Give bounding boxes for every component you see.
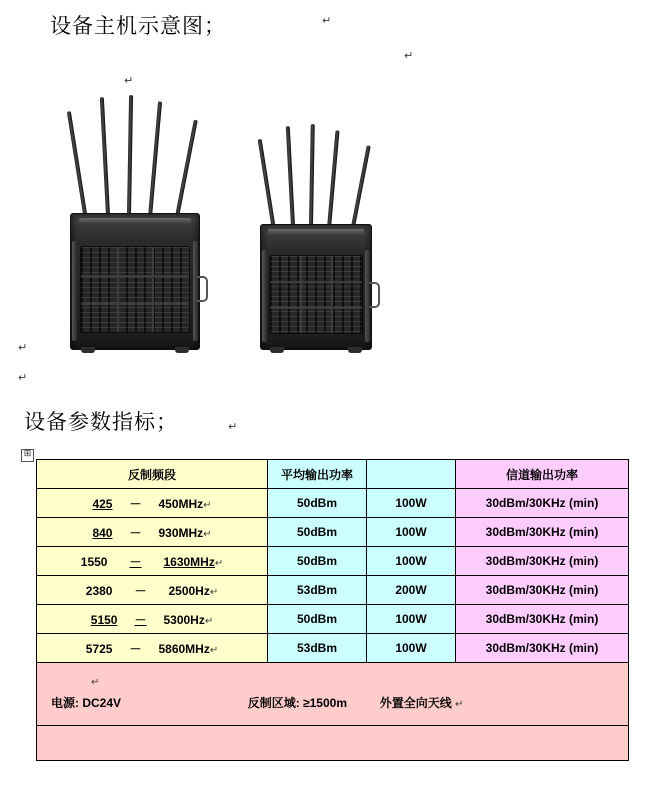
cell-average-power: 50dBm (268, 489, 367, 518)
cell-peak-power: 200W (367, 576, 456, 605)
cell-band-to: 450MHz (158, 496, 204, 511)
table-row (37, 518, 629, 547)
device-foot (175, 347, 189, 353)
cell-band-range (37, 605, 268, 634)
pilcrow-mark: ↵ (228, 420, 238, 433)
cell-band-to: 5860MHz (158, 641, 210, 656)
antenna-icon (67, 111, 88, 220)
table-footer-row (37, 663, 629, 726)
device-host-diagram (60, 95, 440, 350)
pilcrow-mark: ↵ (404, 49, 414, 62)
pilcrow-mark: ↵ (18, 371, 28, 384)
table-row (37, 605, 629, 634)
antenna-icon (100, 97, 110, 215)
antenna-icon (148, 101, 162, 217)
device-grille (269, 255, 364, 334)
cell-band-from: 5725 (85, 641, 113, 656)
antenna-icon (286, 126, 295, 226)
pilcrow-mark: ↵ (209, 644, 219, 656)
cell-average-power: 50dBm (268, 547, 367, 576)
cell-average-power: 50dBm (268, 518, 367, 547)
antenna-icon (309, 124, 315, 226)
device-handle (369, 282, 380, 308)
jammer-unit-small (260, 125, 372, 350)
column-header-average-power: 平均输出功率 (268, 460, 367, 489)
device-foot (81, 347, 95, 353)
table-row (37, 489, 629, 518)
cell-average-power: 53dBm (268, 576, 367, 605)
cell-band-range (37, 576, 268, 605)
device-side-rail (262, 250, 267, 342)
cell-band-separator: － (129, 496, 142, 511)
table-row (37, 547, 629, 576)
cell-channel-power: 30dBm/30KHz (min) (456, 518, 629, 547)
antenna-icon (174, 120, 198, 223)
table-header-row (37, 460, 629, 489)
device-foot (348, 347, 362, 353)
cell-band-from: 5150 (90, 612, 118, 627)
device-grille (80, 246, 190, 332)
jammer-unit-large (70, 110, 200, 350)
footer-power-label: 电源: DC24V (51, 696, 122, 710)
footer-area-label: 反制区域: ≥1500m (247, 696, 347, 710)
footer-antenna-label: 外置全向天线 (379, 696, 452, 710)
antenna-icon (127, 95, 133, 215)
cell-band-from: 840 (92, 525, 113, 540)
pilcrow-mark: ↵ (124, 74, 134, 87)
column-header-band: 反制频段 (37, 460, 268, 489)
device-top-strip (79, 218, 192, 225)
pilcrow-mark: ↵ (18, 341, 28, 354)
cell-channel-power: 30dBm/30KHz (min) (456, 576, 629, 605)
pilcrow-mark: ↵ (209, 586, 219, 598)
cell-channel-power: 30dBm/30KHz (min) (456, 489, 629, 518)
page-title-device-parameters: 设备参数指标； (24, 410, 178, 434)
device-foot (270, 347, 284, 353)
cell-band-separator: － (129, 554, 142, 569)
cell-peak-power: 100W (367, 547, 456, 576)
cell-band-range (37, 489, 268, 518)
device-parameter-table (36, 459, 629, 761)
cell-band-separator: － (134, 612, 147, 627)
pilcrow-mark: ↵ (203, 499, 212, 511)
antenna-icon (258, 139, 276, 230)
antenna-icon (350, 145, 371, 232)
device-top-strip (268, 229, 365, 236)
cell-band-to: 1630MHz (163, 554, 215, 569)
cell-channel-power: 30dBm/30KHz (min) (456, 547, 629, 576)
cell-peak-power: 100W (367, 518, 456, 547)
cell-band-range (37, 518, 268, 547)
cell-band-range (37, 547, 268, 576)
cell-band-separator: － (129, 525, 142, 540)
cell-band-separator: － (129, 641, 142, 656)
column-header-channel-power: 信道输出功率 (456, 460, 629, 489)
footer-empty-cell (37, 726, 629, 761)
cell-peak-power: 100W (367, 634, 456, 663)
cell-band-separator: － (134, 583, 147, 598)
cell-channel-power: 30dBm/30KHz (min) (456, 634, 629, 663)
device-chassis (70, 213, 200, 350)
cell-band-range (37, 634, 268, 663)
cell-band-to: 930MHz (158, 525, 204, 540)
cell-band-from: 2380 (85, 583, 113, 598)
device-handle (197, 276, 208, 302)
cell-band-from: 1550 (80, 554, 108, 569)
pilcrow-mark: ↵ (455, 699, 464, 710)
cell-band-from: 425 (92, 496, 113, 511)
cell-average-power: 50dBm (268, 605, 367, 634)
table-footer-row-empty (37, 726, 629, 761)
cell-band-to: 2500Hz (168, 583, 210, 598)
table-row (37, 634, 629, 663)
device-side-rail (72, 241, 77, 341)
table-row (37, 576, 629, 605)
pilcrow-mark: ↵ (204, 615, 214, 627)
cell-channel-power: 30dBm/30KHz (min) (456, 605, 629, 634)
table-move-handle[interactable]: ⊞ (21, 449, 34, 462)
pilcrow-mark: ↵ (214, 557, 224, 569)
pilcrow-mark: ↵ (322, 14, 332, 27)
cell-band-to: 5300Hz (163, 612, 205, 627)
antenna-icon (327, 130, 340, 228)
footer-specs-cell (37, 663, 629, 726)
pilcrow-mark: ↵ (203, 528, 212, 540)
column-header-peak-power (367, 460, 456, 489)
cell-peak-power: 100W (367, 489, 456, 518)
pilcrow-mark: ↵ (91, 677, 100, 688)
page-title-device-diagram: 设备主机示意图； (50, 14, 226, 38)
cell-peak-power: 100W (367, 605, 456, 634)
device-chassis (260, 224, 372, 350)
cell-average-power: 53dBm (268, 634, 367, 663)
